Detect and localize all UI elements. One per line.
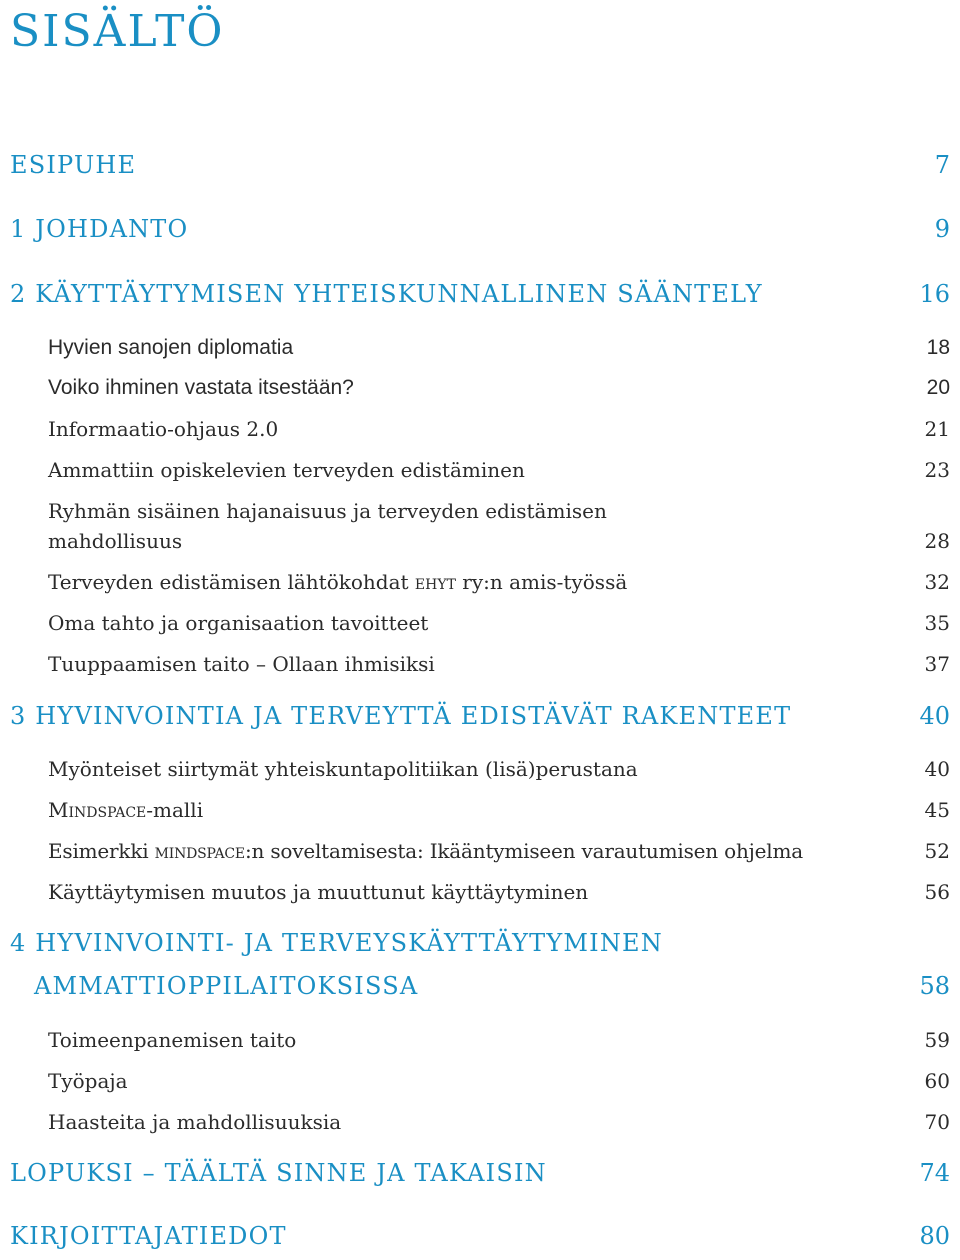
- toc-section-title: Informaatio-ohjaus 2.0: [48, 417, 279, 441]
- toc-page-number: 9: [934, 215, 950, 243]
- abbreviation: ehyt: [414, 570, 456, 594]
- toc-section-title: Hyvien sanojen diplomatia: [48, 336, 294, 359]
- toc-chapter-title: 1 JOHDANTO: [10, 215, 189, 243]
- toc-page-number: 20: [926, 376, 950, 399]
- toc-section-title-line2: mahdollisuus: [48, 529, 183, 553]
- toc-page-number: 74: [919, 1159, 950, 1187]
- toc-page-number: 40: [924, 757, 950, 781]
- toc-chapter-title-line1: 4 HYVINVOINTI- JA TERVEYSKÄYTTÄYTYMINEN: [10, 929, 663, 957]
- toc-section-title: Oma tahto ja organisaation tavoitteet: [48, 611, 429, 635]
- toc-section-title: Tuuppaamisen taito – Ollaan ihmisiksi: [48, 652, 435, 676]
- toc-section-title: [48, 569, 627, 595]
- toc-chapter-title: KIRJOITTAJATIEDOT: [10, 1222, 287, 1250]
- toc-page-number: 59: [924, 1028, 950, 1052]
- title-part: ry:n amis-työssä: [455, 570, 628, 594]
- title-part: -malli: [146, 798, 204, 822]
- toc-section-title: [48, 838, 803, 864]
- toc-section-title: [48, 797, 203, 823]
- toc-chapter-title: 3 HYVINVOINTIA JA TERVEYTTÄ EDISTÄVÄT RAKENTEET: [10, 702, 792, 730]
- toc-page-number: 56: [924, 880, 950, 904]
- toc-page-number: 23: [924, 458, 950, 482]
- toc-page-number: 18: [926, 336, 950, 359]
- toc-page-number: 32: [924, 570, 950, 594]
- toc-chapter-title: 2 KÄYTTÄYTYMISEN YHTEISKUNNALLINEN SÄÄNTELY: [10, 280, 763, 308]
- toc-page-number: 58: [919, 972, 950, 1000]
- toc-page-number: 37: [924, 652, 950, 676]
- toc-page-number: 7: [934, 151, 950, 179]
- title-part: :n soveltamisesta: Ikääntymiseen varautumisen ohjelma: [244, 839, 803, 863]
- toc-page-number: 35: [924, 611, 950, 635]
- toc-section-title: Ammattiin opiskelevien terveyden edistäminen: [48, 458, 525, 482]
- abbreviation: Mindspace: [48, 798, 147, 822]
- title-part: Esimerkki: [48, 839, 155, 863]
- toc-page-number: 40: [919, 702, 950, 730]
- toc-page-number: 60: [924, 1069, 950, 1093]
- toc-section-title: Voiko ihminen vastata itsestään?: [48, 376, 354, 399]
- toc-page-number: 28: [924, 529, 950, 553]
- toc-page-number: 80: [919, 1222, 950, 1250]
- toc-page-number: 45: [924, 798, 950, 822]
- toc-section-title: Myönteiset siirtymät yhteiskuntapolitiikan (lisä)perustana: [48, 757, 638, 781]
- toc-section-title: Haasteita ja mahdollisuuksia: [48, 1110, 342, 1134]
- page-title: SISÄLTÖ: [10, 6, 225, 57]
- toc-chapter-title: LOPUKSI – TÄÄLTÄ SINNE JA TAKAISIN: [10, 1159, 547, 1187]
- toc-page-number: 21: [924, 417, 950, 441]
- title-part: Terveyden edistämisen lähtökohdat: [48, 570, 415, 594]
- toc-page-number: 70: [924, 1110, 950, 1134]
- toc-page-number: 52: [924, 839, 950, 863]
- toc-section-title: Työpaja: [48, 1069, 128, 1093]
- toc-section-title: Toimeenpanemisen taito: [48, 1028, 297, 1052]
- toc-section-title-line1: Ryhmän sisäinen hajanaisuus ja terveyden edistämisen: [48, 499, 607, 523]
- toc-section-title: Käyttäytymisen muutos ja muuttunut käyttäytyminen: [48, 880, 589, 904]
- toc-chapter-title: ESIPUHE: [10, 151, 137, 179]
- abbreviation: mindspace: [154, 839, 245, 863]
- toc-chapter-title-line2: AMMATTIOPPILAITOKSISSA: [34, 972, 419, 1000]
- toc-page-number: 16: [919, 280, 950, 308]
